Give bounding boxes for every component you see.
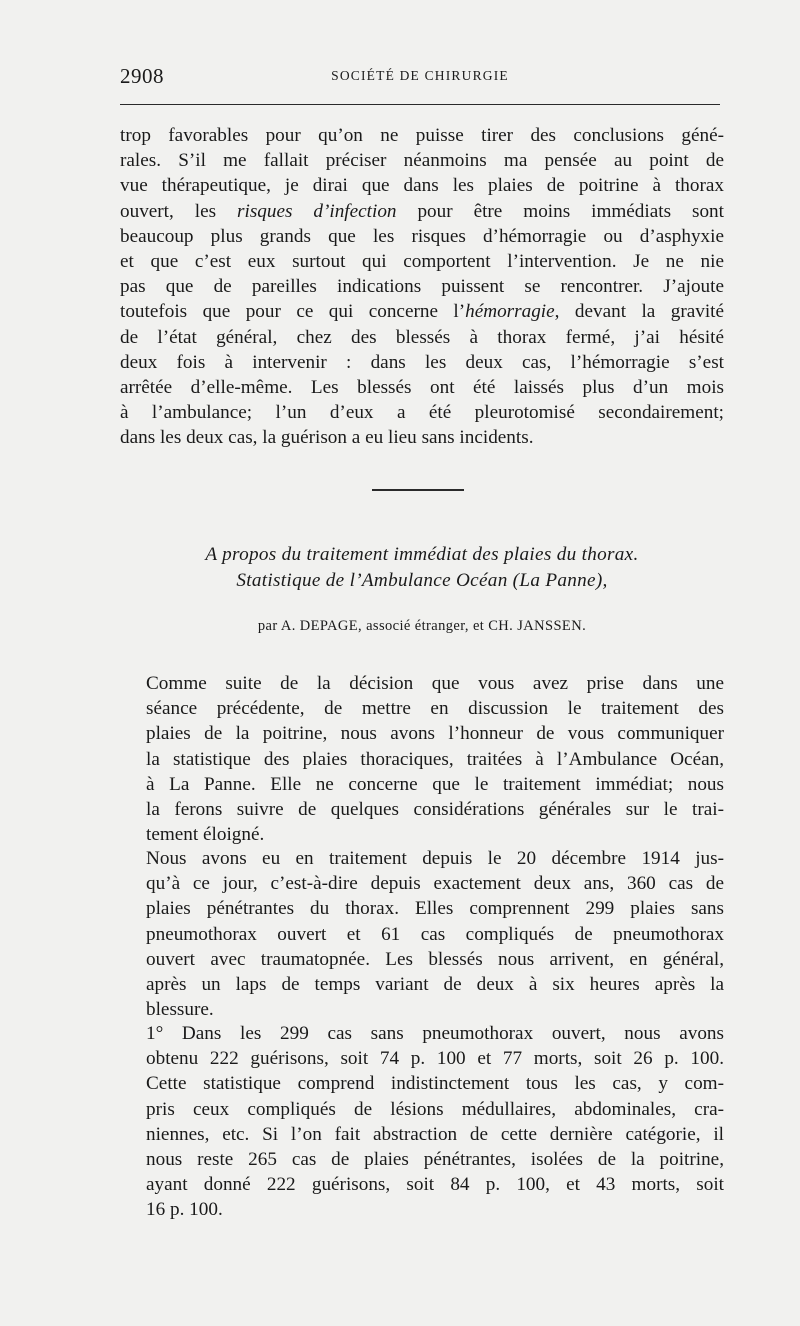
text-line: la ferons suivre de quelques considérations générales sur le trai- [146,799,724,821]
article-authors: par A. DEPAGE, associé étranger, et CH. JANSSEN. [257,618,587,634]
text-line: qu’à ce jour, c’est-à-dire depuis exactement deux ans, 360 cas de [146,873,724,895]
text-line: après un laps de temps variant de deux à six heures après la [146,974,724,996]
text-line: de l’état général, chez des blessés à thorax fermé, j’ai hésité [120,326,724,348]
text-line: ouvert avec traumatopnée. Les blessés nous arrivent, en général, [146,948,724,970]
text-line: plaies pénétrantes du thorax. Elles comprennent 299 plaies sans [146,898,724,920]
text-line: et que c’est eux surtout qui comportent l’intervention. Je ne nie [120,251,724,273]
text-line: arrêtée d’elle-même. Les blessés ont été laissés plus d’un mois [120,377,724,399]
text-line: rales. S’il me fallait préciser néanmoins ma pensée au point de [120,150,724,172]
text-line: nous reste 265 cas de plaies pénétrantes, isolées de la poitrine, [146,1149,724,1171]
text-line: plaies de la poitrine, nous avons l’honneur de vous communiquer [146,723,724,745]
paragraph [120,671,724,847]
text-line: pneumothorax ouvert et 61 cas compliqués de pneumothorax [146,923,724,945]
paragraph [120,846,724,1022]
text-run: ouvert, les [120,200,238,222]
text-run: , devant la gravité [554,301,725,323]
text-line: dans les deux cas, la guérison a eu lieu sans incidents. [120,427,534,449]
section-divider [372,489,464,491]
page-header [120,64,720,92]
text-line: tement éloigné. [146,824,265,846]
text-line: obtenu 222 guérisons, soit 74 p. 100 et 77 morts, soit 26 p. 100. [146,1048,724,1070]
italic-phrase: hémorragie [465,301,555,323]
paragraph [120,1021,724,1223]
page-number: 2908 [120,64,164,88]
running-head: SOCIÉTÉ DE CHIRURGIE [331,68,509,83]
header-rule [120,104,720,105]
text-line: blessure. [146,999,214,1021]
text-line: beaucoup plus grands que les risques d’hémorragie ou d’asphyxie [120,225,724,247]
text-line: Nous avons eu en traitement depuis le 20 décembre 1914 jus- [146,848,724,869]
text-line: Comme suite de la décision que vous avez prise dans une [146,673,724,694]
text-line: niennes, etc. Si l’on fait abstraction de cette dernière catégorie, il [146,1123,724,1145]
text-line: trop favorables pour qu’on ne puisse tirer des conclusions géné- [120,125,724,146]
text-line: à l’ambulance; l’un d’eux a été pleurotomisé secondairement; [120,402,724,424]
text-run: toutefois que pour ce qui concerne l’ [120,301,466,323]
text-line: vue thérapeutique, je dirai que dans les plaies de poitrine à thorax [120,175,724,197]
text-line: séance précédente, de mettre en discussion le traitement des [146,698,724,720]
text-line [120,199,724,224]
text-line: à La Panne. Elle ne concerne que le traitement immédiat; nous [146,773,724,795]
italic-phrase: risques d’infection [237,200,397,222]
text-line: 16 p. 100. [146,1199,223,1221]
text-line: Cette statistique comprend indistinctement tous les cas, y com- [146,1073,724,1095]
text-line: ayant donné 222 guérisons, soit 84 p. 100, et 43 morts, soit [146,1174,724,1196]
text-line: pris ceux compliqués de lésions médullaires, abdominales, cra- [146,1098,724,1120]
title-line: A propos du traitement immédiat des plaies du thorax. [205,544,639,565]
article-title [120,542,724,593]
title-line: Statistique de l’Ambulance Océan (La Panne), [236,569,608,591]
text-line: deux fois à intervenir : dans les deux cas, l’hémorragie s’est [120,351,724,373]
text-line: pas que de pareilles indications puissent se rencontrer. J’ajoute [120,276,724,298]
text-run: pour être moins immédiats sont [396,200,724,222]
text-line: 1° Dans les 299 cas sans pneumothorax ouvert, nous avons [146,1023,724,1044]
paragraph-continued [120,123,724,451]
text-line: la statistique des plaies thoraciques, traitées à l’Ambulance Océan, [146,748,724,770]
text-line [120,299,724,324]
